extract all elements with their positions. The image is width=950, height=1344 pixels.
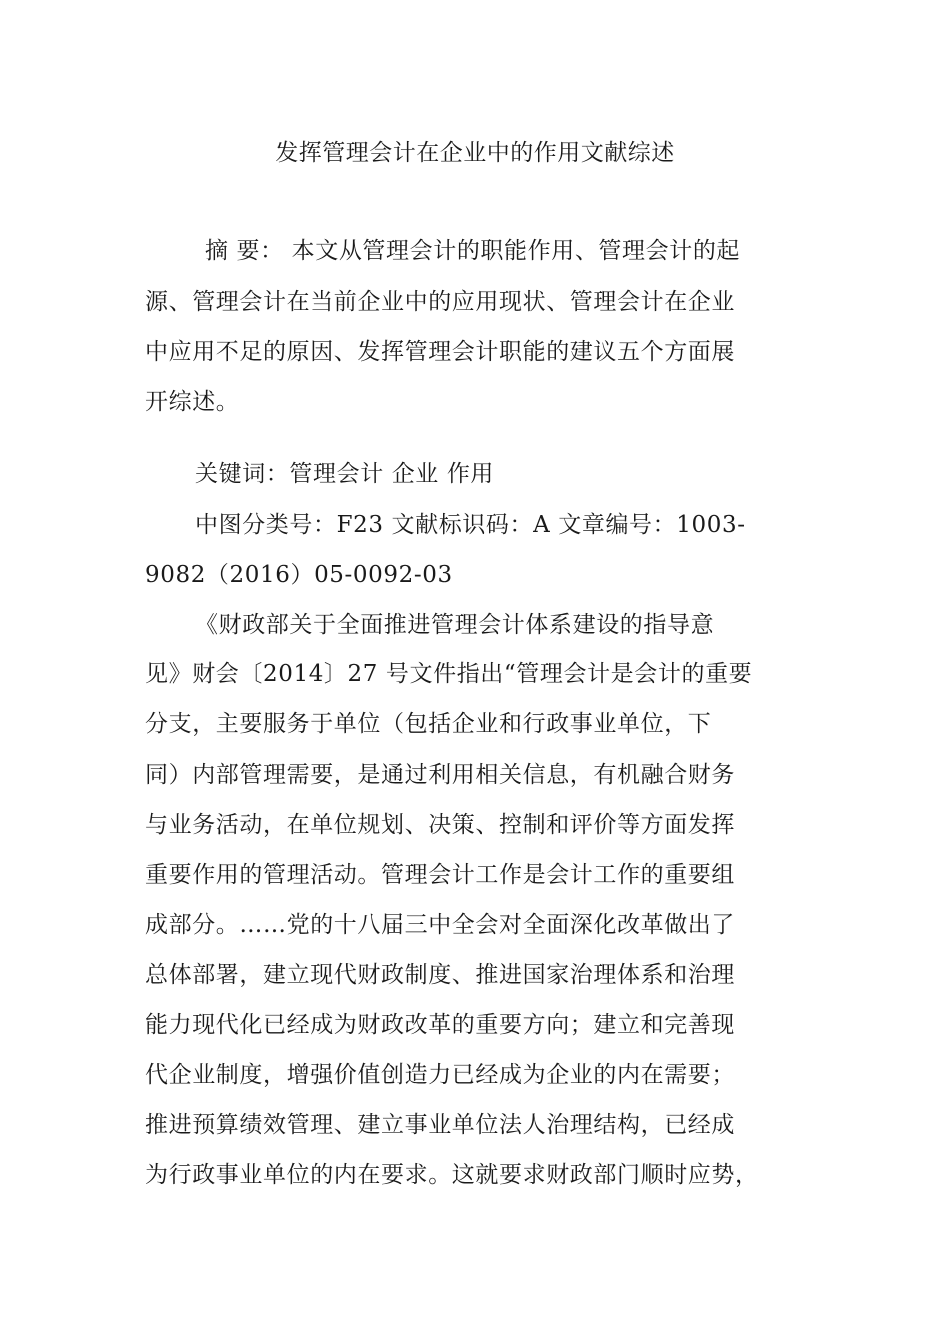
abstract-line: 摘 要： 本文从管理会计的职能作用、管理会计的起 xyxy=(205,238,741,264)
keywords-line: 关键词：管理会计 企业 作用 xyxy=(195,461,495,487)
body-line: 重要作用的管理活动。管理会计工作是会计工作的重要组 xyxy=(145,862,735,888)
body-line: 成部分。……党的十八届三中全会对全面深化改革做出了 xyxy=(145,912,735,938)
body-line: 代企业制度，增强价值创造力已经成为企业的内在需要； xyxy=(145,1062,735,1088)
abstract-line: 源、管理会计在当前企业中的应用现状、管理会计在企业 xyxy=(145,289,735,315)
abstract-line: 中应用不足的原因、发挥管理会计职能的建议五个方面展 xyxy=(145,339,735,365)
body-line: 总体部署，建立现代财政制度、推进国家治理体系和治理 xyxy=(145,962,735,988)
classification-line: 中图分类号：F23 文献标识码：A 文章编号：1003- xyxy=(195,512,746,538)
classification-line: 9082（2016）05-0092-03 xyxy=(145,562,453,588)
body-line: 为行政事业单位的内在要求。这就要求财政部门顺时应势， xyxy=(145,1162,759,1188)
body-line: 分支，主要服务于单位（包括企业和行政事业单位，下 xyxy=(145,711,712,737)
body-line: 推进预算绩效管理、建立事业单位法人治理结构，已经成 xyxy=(145,1112,735,1138)
body-line: 能力现代化已经成为财政改革的重要方向；建立和完善现 xyxy=(145,1012,735,1038)
body-line: 与业务活动，在单位规划、决策、控制和评价等方面发挥 xyxy=(145,812,735,838)
body-line: 同）内部管理需要，是通过利用相关信息，有机融合财务 xyxy=(145,762,735,788)
abstract-line: 开综述。 xyxy=(145,389,240,415)
body-line: 《财政部关于全面推进管理会计体系建设的指导意 xyxy=(195,612,715,638)
body-line: 见》财会〔2014〕27 号文件指出“管理会计是会计的重要 xyxy=(145,661,753,687)
page-title: 发挥管理会计在企业中的作用文献综述 xyxy=(275,140,675,166)
